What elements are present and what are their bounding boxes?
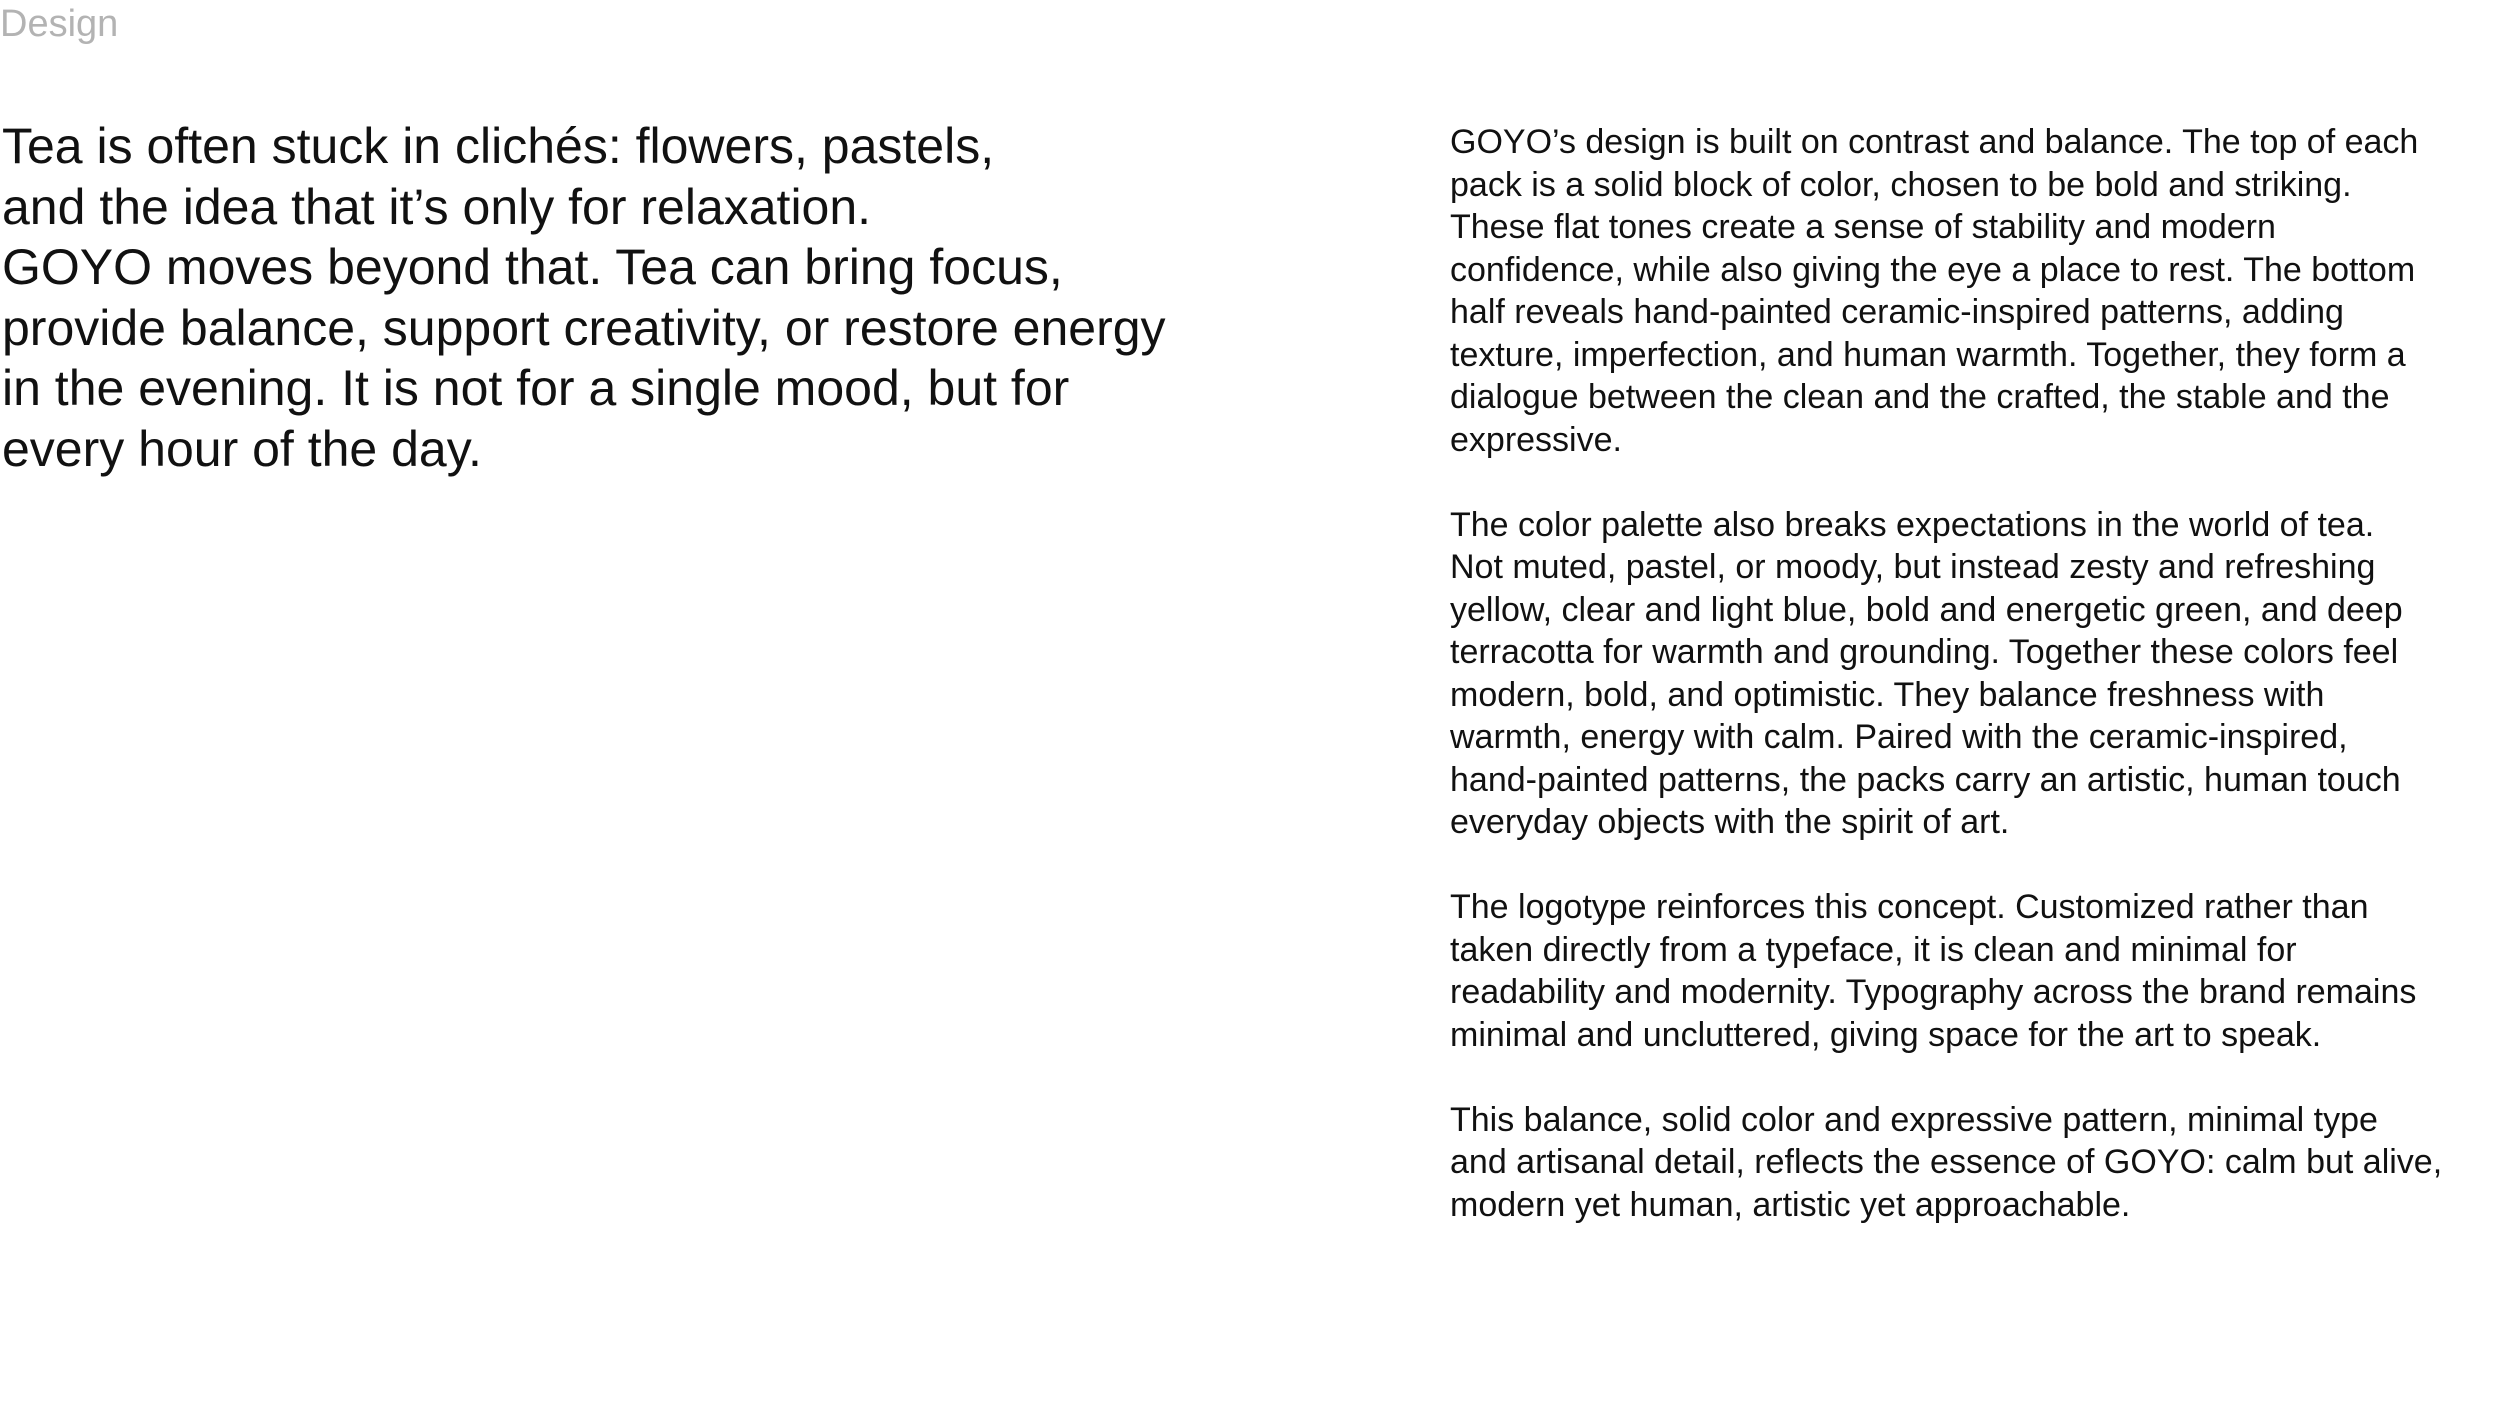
body-paragraph-balance: This balance, solid color and expressive pattern, minimal type and artisanal detail, reflects the essence of GOYO: calm but alive, modern yet human, artistic yet approachable.	[1450, 1100, 2443, 1224]
lede-paragraph: Tea is often stuck in clichés: flowers, pastels, and the idea that it’s only for relaxation. GOYO moves beyond that. Tea can bring focus, provide balance, support creativity, or restore energy in the evening. It is not for a single mood, but for every hour of the day.	[2, 118, 1166, 477]
section-label: Design	[0, 3, 119, 45]
body-paragraph-color-palette: The color palette also breaks expectations in the world of tea. Not muted, pastel, or moody, but instead zesty and refreshing yellow, clear and light blue, bold and energetic green, and deep terracotta for warmth and grounding. Together these colors feel modern, bold, and optimistic. They balance freshness with warmth, energy with calm. Paired with the ceramic-inspired, hand-painted patterns, the packs carry an artistic, human touch everyday objects with the spirit of art.	[1450, 505, 2403, 841]
body-column	[1450, 121, 2500, 1269]
body-paragraph-logotype: The logotype reinforces this concept. Customized rather than taken directly from a typeface, it is clean and minimal for readability and modernity. Typography across the brand remains minimal and uncluttered, giving space for the art to speak.	[1450, 888, 2417, 1054]
body-paragraph-contrast: GOYO’s design is built on contrast and balance. The top of each pack is a solid block of color, chosen to be bold and striking. These flat tones create a sense of stability and modern confidence, while also giving the eye a place to rest. The bottom half reveals hand-painted ceramic-inspired patterns, adding texture, imperfection, and human warmth. Together, they form a dialogue between the clean and the crafted, the stable and the expressive.	[1450, 123, 2419, 459]
